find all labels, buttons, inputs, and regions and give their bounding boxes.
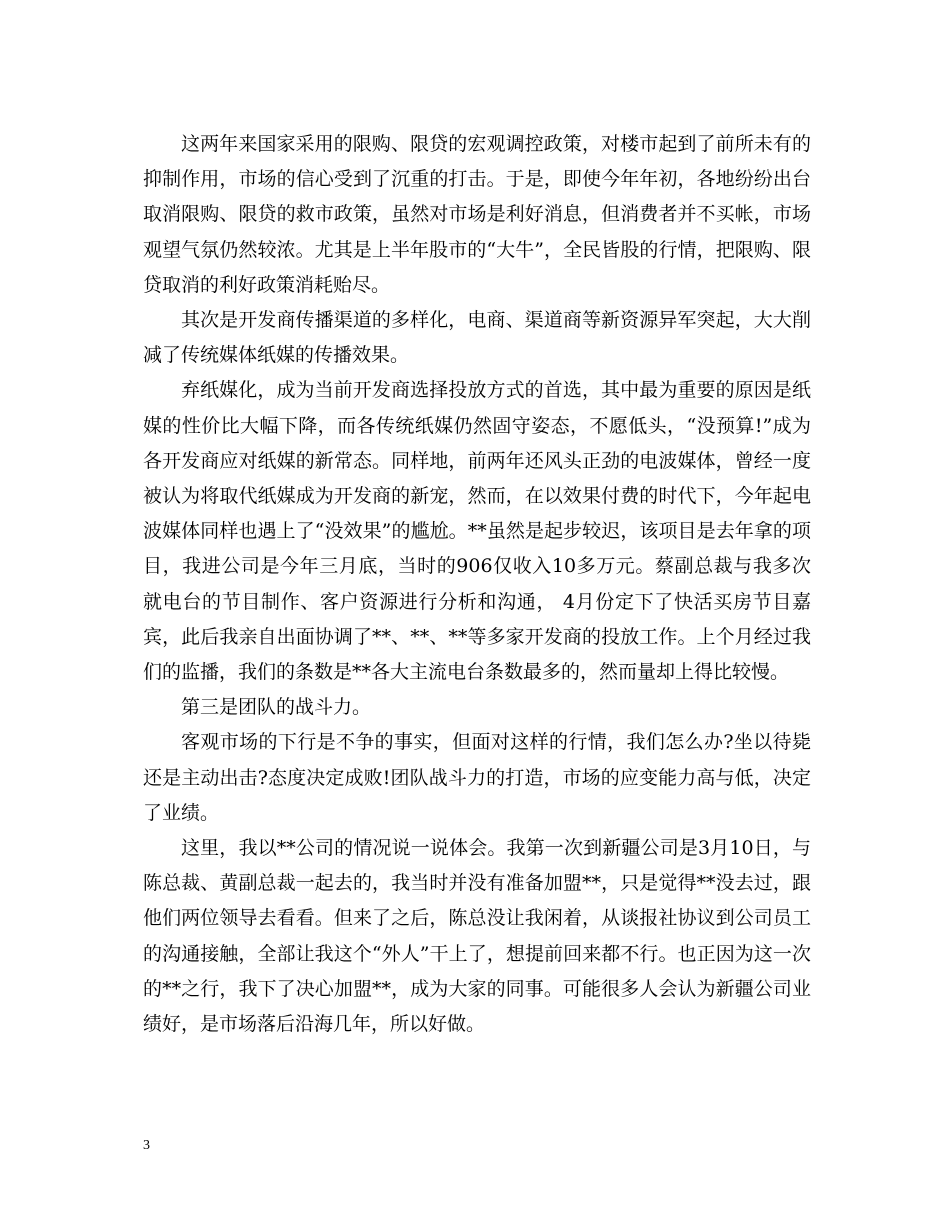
paragraph: 这里，我以**公司的情况说一说体会。我第一次到新疆公司是3月10日，与陈总裁、黄副总裁一起去的，我当时并没有准备加盟**，只是觉得**没去过，跟他们两位领导去看看。但来了之后，陈总没让我闲着，从谈报社协议到公司员工的沟通接触，全部让我这个“外人”干上了，想提前回来都不行。也正因为这一次的**之行，我下了决心加盟**，成为大家的同事。可能很多人会认为新疆公司业绩好，是市场落后沿海几年，所以好做。: [143, 837, 811, 1036]
paragraph: 这两年来国家采用的限购、限贷的宏观调控政策，对楼市起到了前所未有的抑制作用，市场的信心受到了沉重的打击。于是，即使今年年初，各地纷纷出台取消限购、限贷的救市政策，虽然对市场是利好消息，但消费者并不买帐，市场观望气氛仍然较浓。尤其是上半年股市的“大牛”，全民皆股的行情，把限购、限贷取消的利好政策消耗贻尽。: [143, 133, 811, 296]
page-number: 3: [143, 1138, 150, 1153]
paragraph: 客观市场的下行是不争的事实，但面对这样的行情，我们怎么办?坐以待毙还是主动出击?态度决定成败!团队战斗力的打造，市场的应变能力高与低，决定了业绩。: [143, 731, 811, 824]
body-text: [143, 127, 811, 1042]
paragraph: 其次是开发商传播渠道的多样化，电商、渠道商等新资源异军突起，大大削减了传统媒体纸媒的传播效果。: [143, 309, 811, 367]
paragraph: 弃纸媒化，成为当前开发商选择投放方式的首选，其中最为重要的原因是纸媒的性价比大幅下降，而各传统纸媒仍然固守姿态，不愿低头，“没预算!”成为各开发商应对纸媒的新常态。同样地，前两年还风头正劲的电波媒体，曾经一度被认为将取代纸媒成为开发商的新宠，然而，在以效果付费的时代下，今年起电波媒体同样也遇上了“没效果”的尴尬。**虽然是起步较迟，该项目是去年拿的项目，我进公司是今年三月底，当时的906仅收入10多万元。蔡副总裁与我多次就电台的节目制作、客户资源进行分析和沟通， 4月份定下了快活买房节目嘉宾，此后我亲自出面协调了**、**、**等多家开发商的投放工作。上个月经过我们的监播，我们的条数是**各大主流电台条数最多的，然而量却上得比较慢。: [143, 379, 811, 684]
paragraph: 第三是团队的战斗力。: [181, 696, 372, 719]
